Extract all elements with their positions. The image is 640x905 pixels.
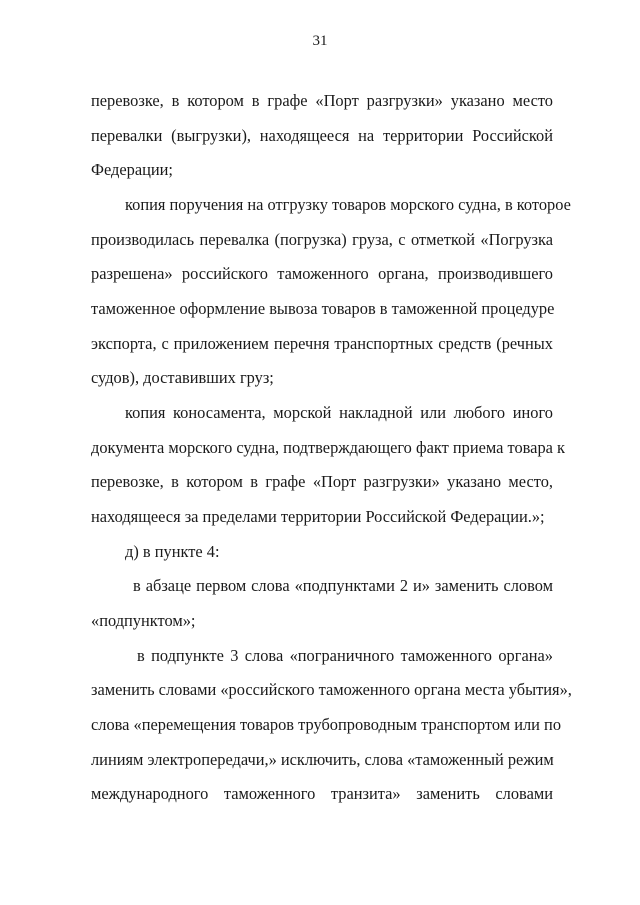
text-line: д) в пункте 4: <box>125 542 220 561</box>
text-line: перевозке, в котором в графе «Порт разгрузки» указано место <box>91 91 553 110</box>
page-number: 31 <box>312 33 328 49</box>
text-line: документа морского судна, подтверждающего факт приема товара к <box>91 438 565 457</box>
text-line: копия поручения на отгрузку товаров морского судна, в которое <box>125 195 571 214</box>
text-line: международного таможенного транзита» заменить словами <box>91 784 553 803</box>
text-line: перевозке, в котором в графе «Порт разгрузки» указано место, <box>91 472 553 491</box>
text-line: заменить словами «российского таможенного органа места убытия», <box>91 680 572 699</box>
text-line: перевалки (выгрузки), находящееся на территории Российской <box>91 126 553 145</box>
text-line: таможенное оформление вывоза товаров в таможенной процедуре <box>91 299 555 318</box>
text-line: слова «перемещения товаров трубопроводным транспортом или по <box>91 715 562 734</box>
text-line: линиям электропередачи,» исключить, слова «таможенный режим <box>91 750 554 769</box>
text-line: экспорта, с приложением перечня транспортных средств (речных <box>91 334 553 353</box>
text-line: в абзаце первом слова «подпунктами 2 и» заменить словом <box>133 576 553 595</box>
text-line: «подпунктом»; <box>91 611 196 630</box>
text-line: Федерации; <box>91 160 173 179</box>
text-line: находящееся за пределами территории Российской Федерации.»; <box>91 507 545 526</box>
text-line: в подпункте 3 слова «пограничного таможенного органа» <box>137 646 553 665</box>
text-line: разрешена» российского таможенного органа, производившего <box>91 264 553 283</box>
text-line: судов), доставивших груз; <box>91 368 274 387</box>
text-line: копия коносамента, морской накладной или любого иного <box>125 403 553 422</box>
text-line: производилась перевалка (погрузка) груза, с отметкой «Погрузка <box>91 230 553 249</box>
